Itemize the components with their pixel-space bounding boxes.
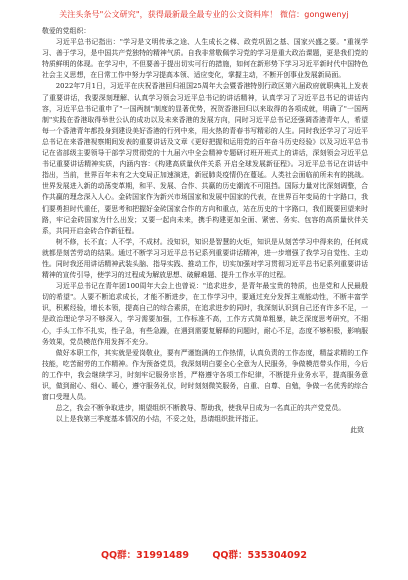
paragraph-1: 习近平总书记指出："学习是文明传承之途、人生成长之梯、政党巩固之基、国家兴盛之要。"重视学习、善于学习，是中国共产党独特的精神气质。自我非常敬佩学习党的学习是重大政治课题，更是我们党的特质鲜明的体现。在学习中，不但要善于提出切实可行的措施，如何在新形势下学习习近平新时代中国特色社会主义思想，在日常工作中努力学习提高本领、适应变化，掌握主动，不断开创事业发展新局面。 bbox=[42, 38, 368, 80]
paragraph-4: 习近平总书记在青年团100周年大会上也曾说："追求进步，是青年最宝贵的特质，也是党和人民最殷切的希望"。人要不断追求成长，才能不断进步，在工作学习中，要通过充分发挥主观能动性，不断丰富学识，积累经验，增长本领，提高自己的综合素质，在追求进步的同时，我深刻认识到自己还有许多不足，一是政治理论学习不够深入，学习需要加强，工作标准不高，工作方式简单粗暴，缺乏深度思考研究，不细心，手头工作不扎实，性子急，有些急躁，在遇到需要复解释的问题时，耐心不足，态度不够积极，影响服务效果，党员模范作用发挥不充分。 bbox=[42, 282, 368, 346]
paragraph-3: 树不修，长不直；人不学，不成材。没知识，知识是智慧的火炬，知识是从刻苦学习中得来的，任何成就都是刻苦劳动的结果。通过不断学习习近平总书记系列重要讲话精神，进一步增强了我学习自觉性、主动性。同时我还用讲话精神武装头脑、指导实践、推动工作，切实加强对学习贯彻习近平总书记系列重要讲话精神的宣传引导，使学习的过程成为解放思想、破解难题、提升工作水平的过程。 bbox=[42, 237, 368, 280]
paragraph-5: 做好本职工作，其实就是爱岗敬业，要有严谨饱满的工作热情，认真负责的工作态度，精益求精的工作技能，吃苦耐劳的工作精神。作为预备党员，我深刻明白要全心全意为人民服务，争做模范带头作用，今后的工作中，我会继续学习，时刻牢记服务宗旨，严格遵守各项工作纪律，不断提升业务水平，提高服务意识，做到耐心、细心、暖心，遵守服务礼仪，时时刻刻微笑服务，自重、自尊、自勉，争做一名优秀的综合窗口受理人员。 bbox=[42, 348, 368, 402]
footer-qq-group-2: QQ群：535304092 bbox=[212, 550, 307, 561]
header-banner: 关注头条号"公文研究"，获得最新最全最专业的公文资料库！ 微信：gongwenyj bbox=[59, 10, 349, 19]
report-document bbox=[42, 26, 368, 436]
closing-line: 此致 bbox=[350, 426, 364, 435]
paragraph-7: 以上是我第三季度基本情况的小结，不妥之处，恳请组织批评指正。 bbox=[55, 415, 263, 424]
paragraph-6: 总之，我会不断争取进步，期望组织不断教导、帮助我，使我早日成为一名真正的共产党党员。 bbox=[55, 404, 346, 413]
footer-qq-group-1: QQ群：31991489 bbox=[100, 550, 190, 561]
salutation: 敬爱的党组织： bbox=[42, 27, 91, 35]
paragraph-2: 2022年7月1日，习近平在庆祝香港回归祖国25周年大会暨香港特别行政区第六届政府就职典礼上发表了重要讲话，我要深刻理解、认真学习领会习近平总书记的讲话精神，认真学习了习近平总书记的讲话内容，习近平总书记重申了"一国两制"制度的显著优势，祝贺香港回归以来取得的各项成就，明确了"一国两制"实践在香港取得举世公认的成功以及未来香港的发展方向，同时习近平总书记还强调香港青年人，希望每一个香港青年都投身到建设美好香港的行列中来，用火热的青春书写精彩的人生。同时我还学习了习近平总书记在来香港视察期间发表的重要讲话及文章《更好把握和运用党的百年奋斗历史经验》以及习近平总书记在省部级主要领导干部学习贯彻党的十九届六中全会精神专题研讨班开班式上的讲话，深刻领会习近平总书记重要讲话精神实质，内涵内容：《构建高质量伙伴关系 开启全球发展新征程》。习近平总书记在讲话中指出，当前，世界百年未有之大变局正加速演进，新冠肺炎疫情仍在蔓延。人类社会面临前所未有的挑战。世界发展进入新的动荡变革期，和平、发展、合作、共赢的历史潮流不可阻挡。国际力量对比深刻调整，合作共赢的理念深入人心。金砖国家作为新兴市场国家和发展中国家的代表，在世界百年变局的十字路口，我们要勇担时代重任，要思考和把握好金砖国家合作的方向和重点，站在历史的十字路口，我们既要回望来时路，牢记金砖国家为什么出发；又要一起向未来，携手构建更加全面、紧密、务实、包容的高质量伙伴关系，共同开启金砖合作新征程。 bbox=[42, 82, 368, 235]
footer-contact bbox=[0, 547, 408, 561]
